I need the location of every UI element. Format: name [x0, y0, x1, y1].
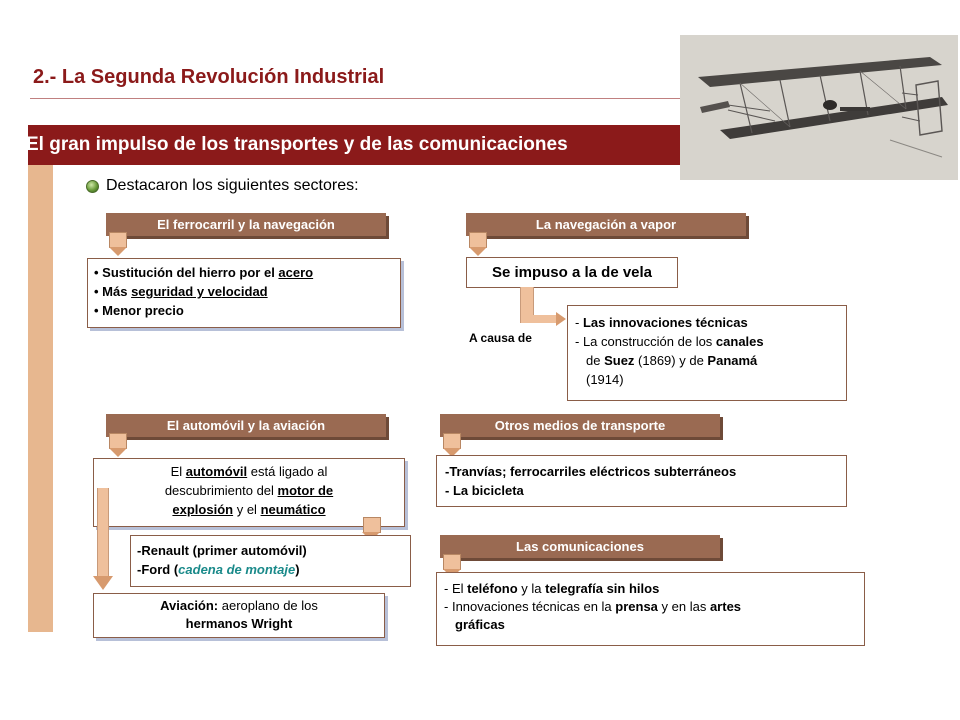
- automovil-box: [93, 458, 405, 527]
- ford-line: -Ford (cadena de montaje): [137, 562, 300, 577]
- automovil-line-1: El automóvil está ligado al: [170, 464, 328, 479]
- ferrocarril-item-2: • Más seguridad y velocidad: [94, 284, 268, 299]
- down-arrow-icon: [93, 576, 113, 590]
- wright-airplane-photo: [680, 35, 958, 180]
- ferrocarril-item-1: • Sustitución del hierro por el acero: [94, 265, 314, 280]
- page-title: 2.- La Segunda Revolución Industrial: [33, 66, 385, 88]
- automovil-line-3: explosión y el neumático: [172, 502, 326, 517]
- header-ferrocarril: El ferrocarril y la navegación: [106, 213, 386, 236]
- otros-line-1: -Tranvías; ferrocarriles eléctricos subterráneos: [445, 464, 737, 479]
- aviacion-line-1: Aviación: aeroplano de los: [160, 598, 318, 613]
- ferrocarril-item-3: • Menor precio: [94, 303, 184, 318]
- header-otros: Otros medios de transporte: [440, 414, 720, 437]
- down-arrow-icon: [363, 517, 381, 533]
- comunicaciones-box: [436, 572, 865, 646]
- aviacion-line-2: hermanos Wright: [185, 616, 293, 631]
- vertical-arrow-bar: [97, 488, 109, 576]
- green-bullet-icon: [86, 180, 99, 193]
- aviacion-box: [93, 593, 385, 638]
- down-arrow-icon: [109, 232, 127, 248]
- intro-text: Destacaron los siguientes sectores:: [106, 177, 359, 194]
- down-arrow-icon: [469, 232, 487, 248]
- header-automovil: El automóvil y la aviación: [106, 414, 386, 437]
- causas-box: [567, 305, 847, 401]
- com-line-3: gráficas: [455, 617, 505, 632]
- left-accent-bar: [28, 130, 53, 632]
- com-line-2: - Innovaciones técnicas en la prensa y en las artes: [444, 599, 742, 614]
- automovil-line-2: descubrimiento del motor de: [164, 483, 334, 498]
- marcas-box: [130, 535, 411, 587]
- down-arrow-icon: [443, 554, 461, 570]
- title-underline: [30, 98, 682, 99]
- header-vapor: La navegación a vapor: [466, 213, 746, 236]
- subtitle: El gran impulso de los transportes y de las comunicaciones: [26, 134, 568, 155]
- impuso-box: Se impuso a la de vela: [466, 257, 678, 288]
- ferrocarril-box: [87, 258, 401, 328]
- down-arrow-icon: [109, 433, 127, 449]
- causa-line-1: - Las innovaciones técnicas: [575, 315, 748, 330]
- down-arrow-icon: [443, 433, 461, 449]
- causa-line-4: (1914): [586, 372, 624, 387]
- com-line-1: - El teléfono y la telegrafía sin hilos: [444, 581, 660, 596]
- otros-line-2: - La bicicleta: [445, 483, 524, 498]
- otros-box: [436, 455, 847, 507]
- causa-label: A causa de: [469, 331, 532, 345]
- causa-line-3: de Suez (1869) y de Panamá: [586, 353, 758, 368]
- right-arrow-icon: [556, 312, 566, 326]
- renault-line: -Renault (primer automóvil): [137, 543, 307, 558]
- causa-line-2: - La construcción de los canales: [575, 334, 764, 349]
- header-comunicaciones: Las comunicaciones: [440, 535, 720, 558]
